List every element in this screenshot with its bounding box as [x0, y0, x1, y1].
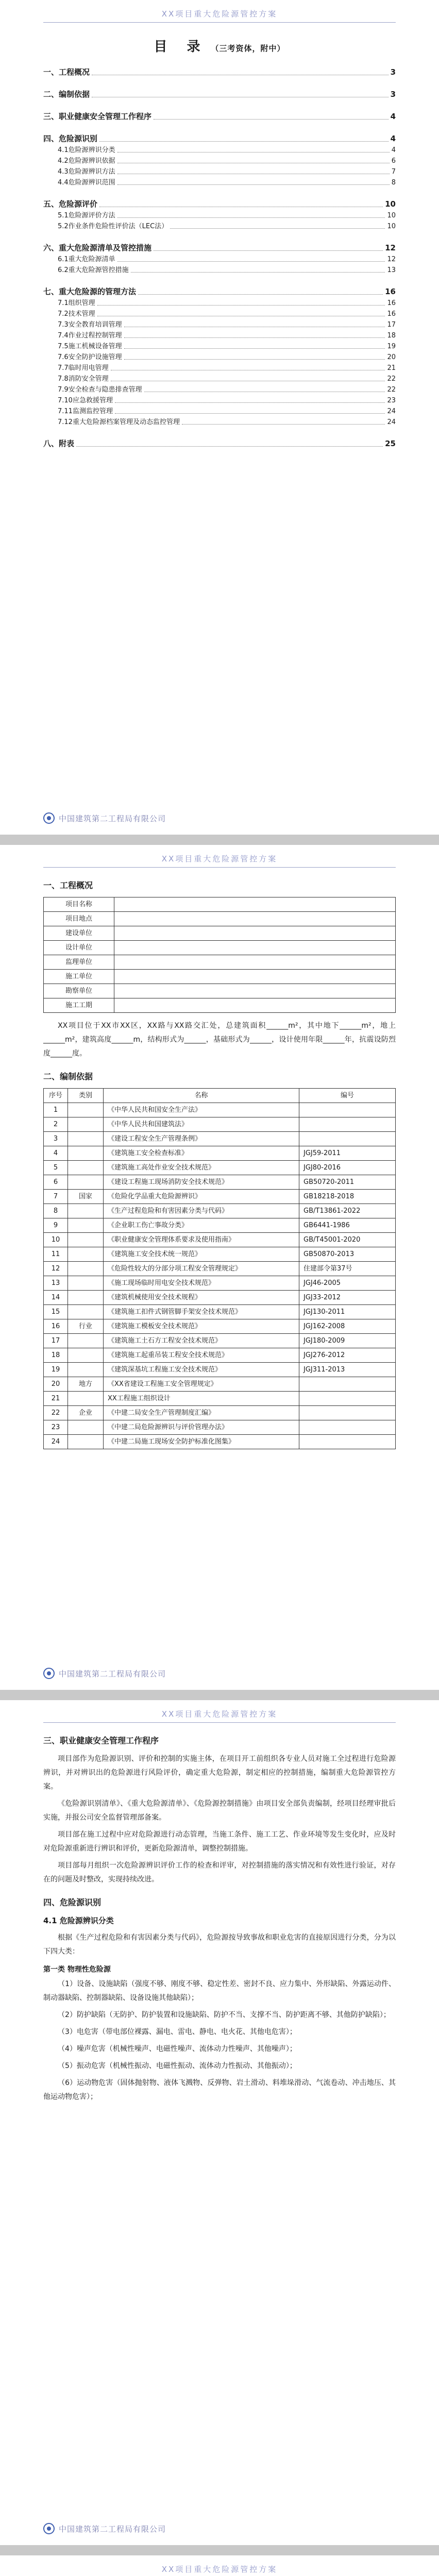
- list-item: （3）电危害（带电部位裸露、漏电、雷电、静电、电火花、其他电危害）；: [58, 2028, 297, 2036]
- basis-cell-idx: 21: [44, 1392, 68, 1406]
- info-value: [114, 912, 396, 926]
- basis-cell-cat: [68, 1117, 104, 1132]
- info-value: [114, 955, 396, 970]
- basis-cell-idx: 12: [44, 1262, 68, 1276]
- basis-cell-code: GB/T45001-2020: [299, 1233, 396, 1247]
- company-logo-icon: [43, 2523, 55, 2534]
- basis-table: [43, 1088, 396, 1449]
- basis-cell-idx: 11: [44, 1247, 68, 1262]
- basis-cell-code: GB6441-1986: [299, 1218, 396, 1233]
- basis-cell-cat: [68, 1276, 104, 1291]
- info-row: [44, 998, 396, 1013]
- basis-cell-name: 《建筑施工起重吊装工程安全技术规范》: [104, 1348, 299, 1363]
- info-label: 项目名称: [44, 897, 114, 912]
- basis-cell-code: JGJ46-2005: [299, 1276, 396, 1291]
- basis-cell-name: 《建筑施工高处作业安全技术规范》: [104, 1161, 299, 1175]
- basis-cell-idx: 6: [44, 1175, 68, 1190]
- basis-cell-cat: [68, 1103, 104, 1117]
- toc-entry-page: 10: [387, 223, 396, 230]
- toc-entry-page: 20: [387, 353, 396, 361]
- info-value: [114, 926, 396, 941]
- toc-entry-page: 22: [387, 386, 396, 394]
- toc-dot-leader: [117, 217, 385, 218]
- basis-row: [44, 1262, 396, 1276]
- basis-cell-idx: 2: [44, 1117, 68, 1132]
- toc-entry-page: 24: [387, 418, 396, 426]
- info-row: [44, 970, 396, 984]
- basis-cell-code: [299, 1420, 396, 1435]
- basis-cell-code: [299, 1377, 396, 1392]
- toc-entry[interactable]: [43, 89, 396, 100]
- toc-entry-page: 13: [387, 266, 396, 274]
- basis-cell-name: 《中建二局施工现场安全防护标准化图集》: [104, 1435, 299, 1449]
- basis-row: [44, 1291, 396, 1305]
- basis-cell-cat: [68, 1262, 104, 1276]
- footer-text: 中国建筑第二工程局有限公司: [59, 814, 166, 823]
- toc-dot-leader: [124, 348, 385, 349]
- basis-cell-idx: 8: [44, 1204, 68, 1218]
- basis-row: [44, 1319, 396, 1334]
- toc-entry-text: 7.7临时用电管理: [58, 364, 109, 372]
- project-info-table: [43, 897, 396, 1013]
- toc-entry[interactable]: [43, 309, 396, 319]
- basis-cell-name: 《建筑机械使用安全技术规程》: [104, 1291, 299, 1305]
- toc-entry-page: 3: [390, 90, 396, 99]
- info-value: [114, 984, 396, 998]
- basis-cell-code: JGJ130-2011: [299, 1305, 396, 1319]
- toc-entry[interactable]: [43, 363, 396, 374]
- footer-text: 中国建筑第二工程局有限公司: [59, 2524, 166, 2534]
- basis-cell-name: 《企业职工伤亡事故分类》: [104, 1218, 299, 1233]
- toc-entry[interactable]: [43, 166, 396, 177]
- basis-cell-code: JGJ311-2013: [299, 1363, 396, 1377]
- toc-dot-leader: [170, 228, 385, 229]
- list-item: （6）运动物危害（固体抛射物、液体飞溅物、反弹物、岩土滑动、料堆垛滑动、气流卷动、冲击地压、其他运动物危害）；: [43, 2079, 396, 2101]
- toc-entry[interactable]: [43, 210, 396, 221]
- basis-row: [44, 1146, 396, 1161]
- toc-entry[interactable]: [43, 286, 396, 298]
- page-header: [43, 845, 396, 868]
- basis-row: [44, 1175, 396, 1190]
- basis-cell-idx: 10: [44, 1233, 68, 1247]
- page-header: [43, 2555, 396, 2576]
- basis-cell-cat: [68, 1435, 104, 1449]
- toc-entry-text: 4.1危险源辨识分类: [58, 146, 115, 154]
- section3-body: [43, 1752, 396, 1887]
- toc-dot-leader: [182, 424, 385, 425]
- toc-entry-text: 7.11监测监控管理: [58, 408, 113, 415]
- toc-entry[interactable]: [43, 417, 396, 428]
- toc-entry[interactable]: [43, 384, 396, 395]
- basis-cell-idx: 3: [44, 1132, 68, 1146]
- section2-title: 二、编制依据: [43, 1072, 93, 1081]
- basis-table-header: [44, 1089, 396, 1103]
- paragraph: 《危险源识别清单》、《重大危险源清单》、《危险源控制措施》由项目安全部负责编制，经项目经理审批后实施，并报公司安全监督管理部备案。: [43, 1800, 396, 1822]
- toc-entry-text: 7.6安全防护设施管理: [58, 353, 122, 361]
- info-value: [114, 970, 396, 984]
- basis-cell-code: [299, 1435, 396, 1449]
- basis-row: [44, 1190, 396, 1204]
- paragraph: 项目部每月组织一次危险源辨识评价工作的检查和评审，对控制措施的落实情况和有效性进行验证，对存在的问题及时整改，实现持续改进。: [43, 1861, 396, 1884]
- toc-entry-text: 7.1组织管理: [58, 299, 95, 307]
- toc-dot-leader: [138, 294, 383, 295]
- basis-cell-code: [299, 1103, 396, 1117]
- basis-cell-name: 《职业健康安全管理体系要求及使用指南》: [104, 1233, 299, 1247]
- toc-list: [43, 66, 396, 450]
- basis-cell-idx: 1: [44, 1103, 68, 1117]
- basis-cell-idx: 14: [44, 1291, 68, 1305]
- toc-entry-page: 25: [385, 439, 396, 448]
- toc-entry-text: 四、危险源识别: [43, 134, 98, 143]
- basis-row: [44, 1233, 396, 1247]
- info-row: [44, 912, 396, 926]
- basis-row: [44, 1392, 396, 1406]
- basis-cell-idx: 5: [44, 1161, 68, 1175]
- category1-list: [43, 1977, 396, 2104]
- toc-entry[interactable]: [43, 341, 396, 352]
- basis-cell-code: [299, 1406, 396, 1420]
- basis-row: [44, 1247, 396, 1262]
- paragraph: 项目部作为危险源识别、评价和控制的实施主体，在项目开工前组织各专业人员对施工全过程进行危险源辨识，并对辨识出的危险源进行风险评价，确定重大危险源，制定相应的控制措施，编制重大危险源管控方案。: [43, 1755, 396, 1791]
- toc-entry-page: 22: [387, 375, 396, 383]
- company-logo-icon: [43, 1668, 55, 1679]
- basis-cell-name: XX工程施工组织设计: [104, 1392, 299, 1406]
- toc-entry-text: 6.2重大危险源管控措施: [58, 266, 129, 274]
- toc-dot-leader: [117, 261, 385, 262]
- toc-entry[interactable]: [43, 198, 396, 210]
- list-item: （5）振动危害（机械性振动、电磁性振动、流体动力性振动、其他振动）；: [58, 2062, 297, 2070]
- toc-entry-text: 4.2危险源辨识依据: [58, 157, 115, 165]
- basis-cell-cat: [68, 1291, 104, 1305]
- header-text: XX项目重大危险源管控方案: [161, 9, 278, 19]
- paragraph: 根据《生产过程危险和有害因素分类与代码》，危险源按导致事故和职业危害的直接原因进行分类，分为以下四大类：: [43, 1934, 396, 1956]
- basis-cell-code: [299, 1132, 396, 1146]
- basis-cell-name: 《中建二局安全生产管理制度汇编》: [104, 1406, 299, 1420]
- toc-entry[interactable]: [43, 265, 396, 276]
- toc-dot-leader: [117, 184, 390, 185]
- basis-cell-name: 《建设工程安全生产管理条例》: [104, 1132, 299, 1146]
- toc-entry-page: 19: [387, 343, 396, 350]
- basis-cell-name: 《施工现场临时用电安全技术规范》: [104, 1276, 299, 1291]
- basis-cell-cat: 企业: [68, 1406, 104, 1420]
- toc-dot-leader: [115, 413, 385, 414]
- toc-entry[interactable]: [43, 254, 396, 265]
- toc-entry[interactable]: [43, 395, 396, 406]
- page-3: [0, 1700, 439, 2545]
- basis-row: [44, 1363, 396, 1377]
- toc-entry-text: 7.9安全检查与隐患排查管理: [58, 386, 142, 394]
- category1-title: 第一类 物理性危险源: [43, 1965, 111, 1974]
- basis-cell-cat: [68, 1247, 104, 1262]
- basis-row: [44, 1132, 396, 1146]
- toc-title-text: 目 录: [154, 39, 204, 55]
- basis-cell-code: JGJ276-2012: [299, 1348, 396, 1363]
- basis-row: [44, 1103, 396, 1117]
- basis-cell-name: 《建筑施工扣件式钢管脚手架安全技术规范》: [104, 1305, 299, 1319]
- info-row: [44, 941, 396, 955]
- toc-entry-page: 4: [390, 112, 396, 121]
- basis-row: [44, 1420, 396, 1435]
- basis-cell-name: 《建筑施工安全检查标准》: [104, 1146, 299, 1161]
- basis-cell-cat: 行业: [68, 1319, 104, 1334]
- basis-cell-idx: 16: [44, 1319, 68, 1334]
- toc-entry-text: 六、重大危险源清单及管控措施: [43, 243, 152, 252]
- toc-entry-text: 7.5施工机械设备管理: [58, 343, 122, 350]
- toc-entry[interactable]: [43, 330, 396, 341]
- basis-row: [44, 1305, 396, 1319]
- toc-entry-page: 12: [387, 256, 396, 263]
- toc-entry-page: 4: [391, 146, 396, 154]
- toc-dot-leader: [99, 141, 389, 142]
- list-item: （2）防护缺陷（无防护、防护装置和设施缺陷、防护不当、支撑不当、防护距离不够、其他防护缺陷）；: [58, 2011, 391, 2019]
- basis-cell-cat: [68, 1420, 104, 1435]
- basis-cell-idx: 4: [44, 1146, 68, 1161]
- toc-dot-leader: [154, 250, 383, 251]
- basis-cell-cat: [68, 1363, 104, 1377]
- basis-cell-cat: [68, 1305, 104, 1319]
- basis-cell-name: 《建筑施工安全技术统一规范》: [104, 1247, 299, 1262]
- basis-cell-code: GB50720-2011: [299, 1175, 396, 1190]
- toc-entry-page: 3: [390, 67, 396, 77]
- col-name: 名称: [104, 1089, 299, 1103]
- toc-entry-text: 7.12重大危险源档案管理及动态监控管理: [58, 418, 180, 426]
- basis-cell-name: 《中华人民共和国建筑法》: [104, 1117, 299, 1132]
- basis-cell-cat: [68, 1392, 104, 1406]
- toc-entry-page: 7: [391, 168, 396, 176]
- toc-entry-page: 18: [387, 332, 396, 340]
- info-label: 建设单位: [44, 926, 114, 941]
- section4-title: 四、危险源识别: [43, 1897, 102, 1907]
- header-text: XX项目重大危险源管控方案: [161, 2565, 278, 2574]
- footer-text: 中国建筑第二工程局有限公司: [59, 1669, 166, 1679]
- header-text: XX项目重大危险源管控方案: [161, 1709, 278, 1719]
- basis-cell-name: 《危险性较大的分部分项工程安全管理规定》: [104, 1262, 299, 1276]
- basis-row: [44, 1377, 396, 1392]
- info-label: 项目地点: [44, 912, 114, 926]
- toc-entry-text: 7.4作业过程控制管理: [58, 332, 122, 340]
- basis-row: [44, 1276, 396, 1291]
- basis-cell-cat: [68, 1146, 104, 1161]
- basis-row: [44, 1161, 396, 1175]
- basis-cell-cat: [68, 1204, 104, 1218]
- toc-entry[interactable]: [43, 66, 396, 78]
- toc-entry-page: 16: [387, 299, 396, 307]
- company-logo-icon: [43, 812, 55, 824]
- page-footer: [43, 811, 396, 825]
- info-label: 施工单位: [44, 970, 114, 984]
- toc-dot-leader: [97, 305, 385, 306]
- page-footer: [43, 2521, 396, 2536]
- col-code: 编号: [299, 1089, 396, 1103]
- toc-entry-page: 6: [391, 157, 396, 165]
- basis-cell-name: 《危险化学品重大危险源辨识》: [104, 1190, 299, 1204]
- toc-entry-page: 12: [385, 243, 396, 252]
- basis-cell-cat: [68, 1161, 104, 1175]
- list-item: （4）噪声危害（机械性噪声、电磁性噪声、流体动力性噪声、其他噪声）；: [58, 2045, 297, 2053]
- toc-entry[interactable]: [43, 374, 396, 384]
- page-header: [43, 0, 396, 23]
- basis-cell-idx: 20: [44, 1377, 68, 1392]
- toc-dot-leader: [131, 272, 385, 273]
- basis-cell-code: 住建部令第37号: [299, 1262, 396, 1276]
- basis-cell-idx: 13: [44, 1276, 68, 1291]
- info-label: 监理单位: [44, 955, 114, 970]
- toc-entry-text: 7.3安全教育培训管理: [58, 321, 122, 329]
- basis-cell-cat: 国家: [68, 1190, 104, 1204]
- info-row: [44, 984, 396, 998]
- basis-cell-idx: 19: [44, 1363, 68, 1377]
- basis-cell-cat: [68, 1218, 104, 1233]
- col-category: 类别: [68, 1089, 104, 1103]
- section3-title: 三、职业健康安全管理工作程序: [43, 1736, 159, 1745]
- basis-row: [44, 1204, 396, 1218]
- basis-cell-idx: 22: [44, 1406, 68, 1420]
- basis-cell-code: JGJ33-2012: [299, 1291, 396, 1305]
- toc-entry[interactable]: [43, 133, 396, 145]
- toc-dot-leader: [76, 446, 383, 447]
- page-footer: [43, 1666, 396, 1681]
- toc-entry-text: 二、编制依据: [43, 90, 90, 99]
- toc-entry-text: 五、危险源评价: [43, 199, 98, 209]
- section4-1-title: 4.1 危险源辨识分类: [43, 1916, 114, 1925]
- section1-title: 一、工程概况: [43, 880, 93, 890]
- toc-entry-page: 21: [387, 364, 396, 372]
- basis-cell-idx: 15: [44, 1305, 68, 1319]
- toc-entry-page: 10: [387, 212, 396, 219]
- toc-entry-text: 一、工程概况: [43, 67, 90, 77]
- toc-entry-text: 7.8消防安全管理: [58, 375, 109, 383]
- toc-entry[interactable]: [43, 111, 396, 123]
- basis-cell-cat: [68, 1175, 104, 1190]
- toc-entry[interactable]: [43, 406, 396, 417]
- basis-cell-cat: [68, 1334, 104, 1348]
- info-label: 施工工期: [44, 998, 114, 1013]
- basis-cell-idx: 23: [44, 1420, 68, 1435]
- basis-cell-name: 《生产过程危险和有害因素分类与代码》: [104, 1204, 299, 1218]
- toc-entry-text: 7.2技术管理: [58, 310, 95, 318]
- toc-entry-text: 7.10应急救援管理: [58, 397, 113, 404]
- toc-entry[interactable]: [43, 242, 396, 254]
- info-row: [44, 955, 396, 970]
- basis-cell-idx: 7: [44, 1190, 68, 1204]
- basis-cell-idx: 17: [44, 1334, 68, 1348]
- toc-entry-page: 23: [387, 397, 396, 404]
- basis-cell-cat: [68, 1132, 104, 1146]
- col-idx: 序号: [44, 1089, 68, 1103]
- toc-dot-leader: [124, 337, 385, 338]
- basis-row: [44, 1117, 396, 1132]
- basis-cell-name: 《XX省建设工程施工安全管理规定》: [104, 1377, 299, 1392]
- basis-cell-code: [299, 1392, 396, 1406]
- basis-row: [44, 1406, 396, 1420]
- toc-entry-text: 4.4危险源辨识范围: [58, 179, 115, 187]
- toc-entry[interactable]: [43, 298, 396, 309]
- toc-entry-text: 5.1危险源评价方法: [58, 212, 115, 219]
- basis-row: [44, 1218, 396, 1233]
- toc-entry-page: 16: [387, 310, 396, 318]
- toc-entry-page: 4: [390, 134, 396, 143]
- toc-entry[interactable]: [43, 319, 396, 330]
- basis-cell-cat: [68, 1233, 104, 1247]
- basis-cell-name: 《建筑施工土石方工程安全技术规范》: [104, 1334, 299, 1348]
- toc-entry[interactable]: [43, 156, 396, 166]
- toc-entry-page: 24: [387, 408, 396, 415]
- basis-cell-code: GB18218-2018: [299, 1190, 396, 1204]
- toc-entry-page: 17: [387, 321, 396, 329]
- toc-entry-text: 七、重大危险源的管理方法: [43, 287, 137, 296]
- toc-entry-text: 6.1重大危险源清单: [58, 256, 115, 263]
- toc-dot-leader: [154, 119, 389, 120]
- basis-cell-code: GB50870-2013: [299, 1247, 396, 1262]
- page-toc: [0, 0, 439, 835]
- toc-title: [43, 36, 396, 55]
- toc-entry-text: 4.3危险源辨识方法: [58, 168, 115, 176]
- basis-cell-idx: 18: [44, 1348, 68, 1363]
- toc-entry[interactable]: [43, 438, 396, 450]
- basis-cell-name: 《建筑施工模板安全技术规范》: [104, 1319, 299, 1334]
- toc-entry-page: 8: [391, 179, 396, 187]
- info-label: 勘察单位: [44, 984, 114, 998]
- toc-subtitle: （三考资体，附中）: [211, 44, 285, 53]
- basis-cell-code: JGJ180-2009: [299, 1334, 396, 1348]
- info-label: 设计单位: [44, 941, 114, 955]
- basis-cell-code: [299, 1117, 396, 1132]
- basis-row: [44, 1348, 396, 1363]
- list-item: （1）设备、设施缺陷（强度不够、刚度不够、稳定性差、密封不良、应力集中、外形缺陷、外露运动件、制动器缺陷、控制器缺陷、设备设施其他缺陷）；: [43, 1980, 396, 2002]
- toc-entry[interactable]: [43, 145, 396, 156]
- info-value: [114, 897, 396, 912]
- basis-cell-cat: 地方: [68, 1377, 104, 1392]
- page-header: [43, 1700, 396, 1723]
- toc-entry-text: 八、附表: [43, 439, 75, 448]
- toc-entry-text: 5.2作业条件危险性评价法（LEC法）: [58, 223, 168, 230]
- info-value: [114, 998, 396, 1013]
- toc-dot-leader: [115, 402, 385, 403]
- info-row: [44, 897, 396, 912]
- header-text: XX项目重大危险源管控方案: [161, 854, 278, 863]
- basis-cell-name: 《中华人民共和国安全生产法》: [104, 1103, 299, 1117]
- basis-cell-name: 《中建二局危险源辨识与评价管理办法》: [104, 1420, 299, 1435]
- project-description: XX项目位于XX市XX区，XX路与XX路交汇处，总建筑面积______m²，其中地下______m²，地上______m²，建筑高度______m，结构形式为______，基础形式为______，设计使用年限______年，抗震设防烈度______度。: [43, 1022, 396, 1058]
- page-2: [0, 845, 439, 1690]
- basis-cell-code: JGJ80-2016: [299, 1161, 396, 1175]
- toc-entry[interactable]: [43, 177, 396, 188]
- toc-dot-leader: [124, 359, 385, 360]
- basis-cell-name: 《建设工程施工现场消防安全技术规范》: [104, 1175, 299, 1190]
- page-4: [0, 2555, 439, 2576]
- info-row: [44, 926, 396, 941]
- info-value: [114, 941, 396, 955]
- section4-intro: [43, 1931, 396, 1959]
- basis-row: [44, 1435, 396, 1449]
- basis-cell-idx: 9: [44, 1218, 68, 1233]
- toc-entry[interactable]: [43, 352, 396, 363]
- toc-entry-page: 16: [385, 287, 396, 296]
- paragraph: 项目部在施工过程中应对危险源进行动态管理，当施工条件、施工工艺、作业环境等发生变化时，应及时对危险源重新进行辨识和评价，更新危险源清单，调整控制措施。: [43, 1831, 396, 1853]
- basis-cell-name: 《建筑深基坑工程施工安全技术规范》: [104, 1363, 299, 1377]
- basis-cell-code: GB/T13861-2022: [299, 1204, 396, 1218]
- toc-entry[interactable]: [43, 221, 396, 232]
- basis-cell-code: JGJ162-2008: [299, 1319, 396, 1334]
- toc-entry-page: 10: [385, 199, 396, 209]
- basis-cell-code: JGJ59-2011: [299, 1146, 396, 1161]
- basis-row: [44, 1334, 396, 1348]
- basis-cell-cat: [68, 1348, 104, 1363]
- toc-entry-text: 三、职业健康安全管理工作程序: [43, 112, 152, 121]
- basis-cell-idx: 24: [44, 1435, 68, 1449]
